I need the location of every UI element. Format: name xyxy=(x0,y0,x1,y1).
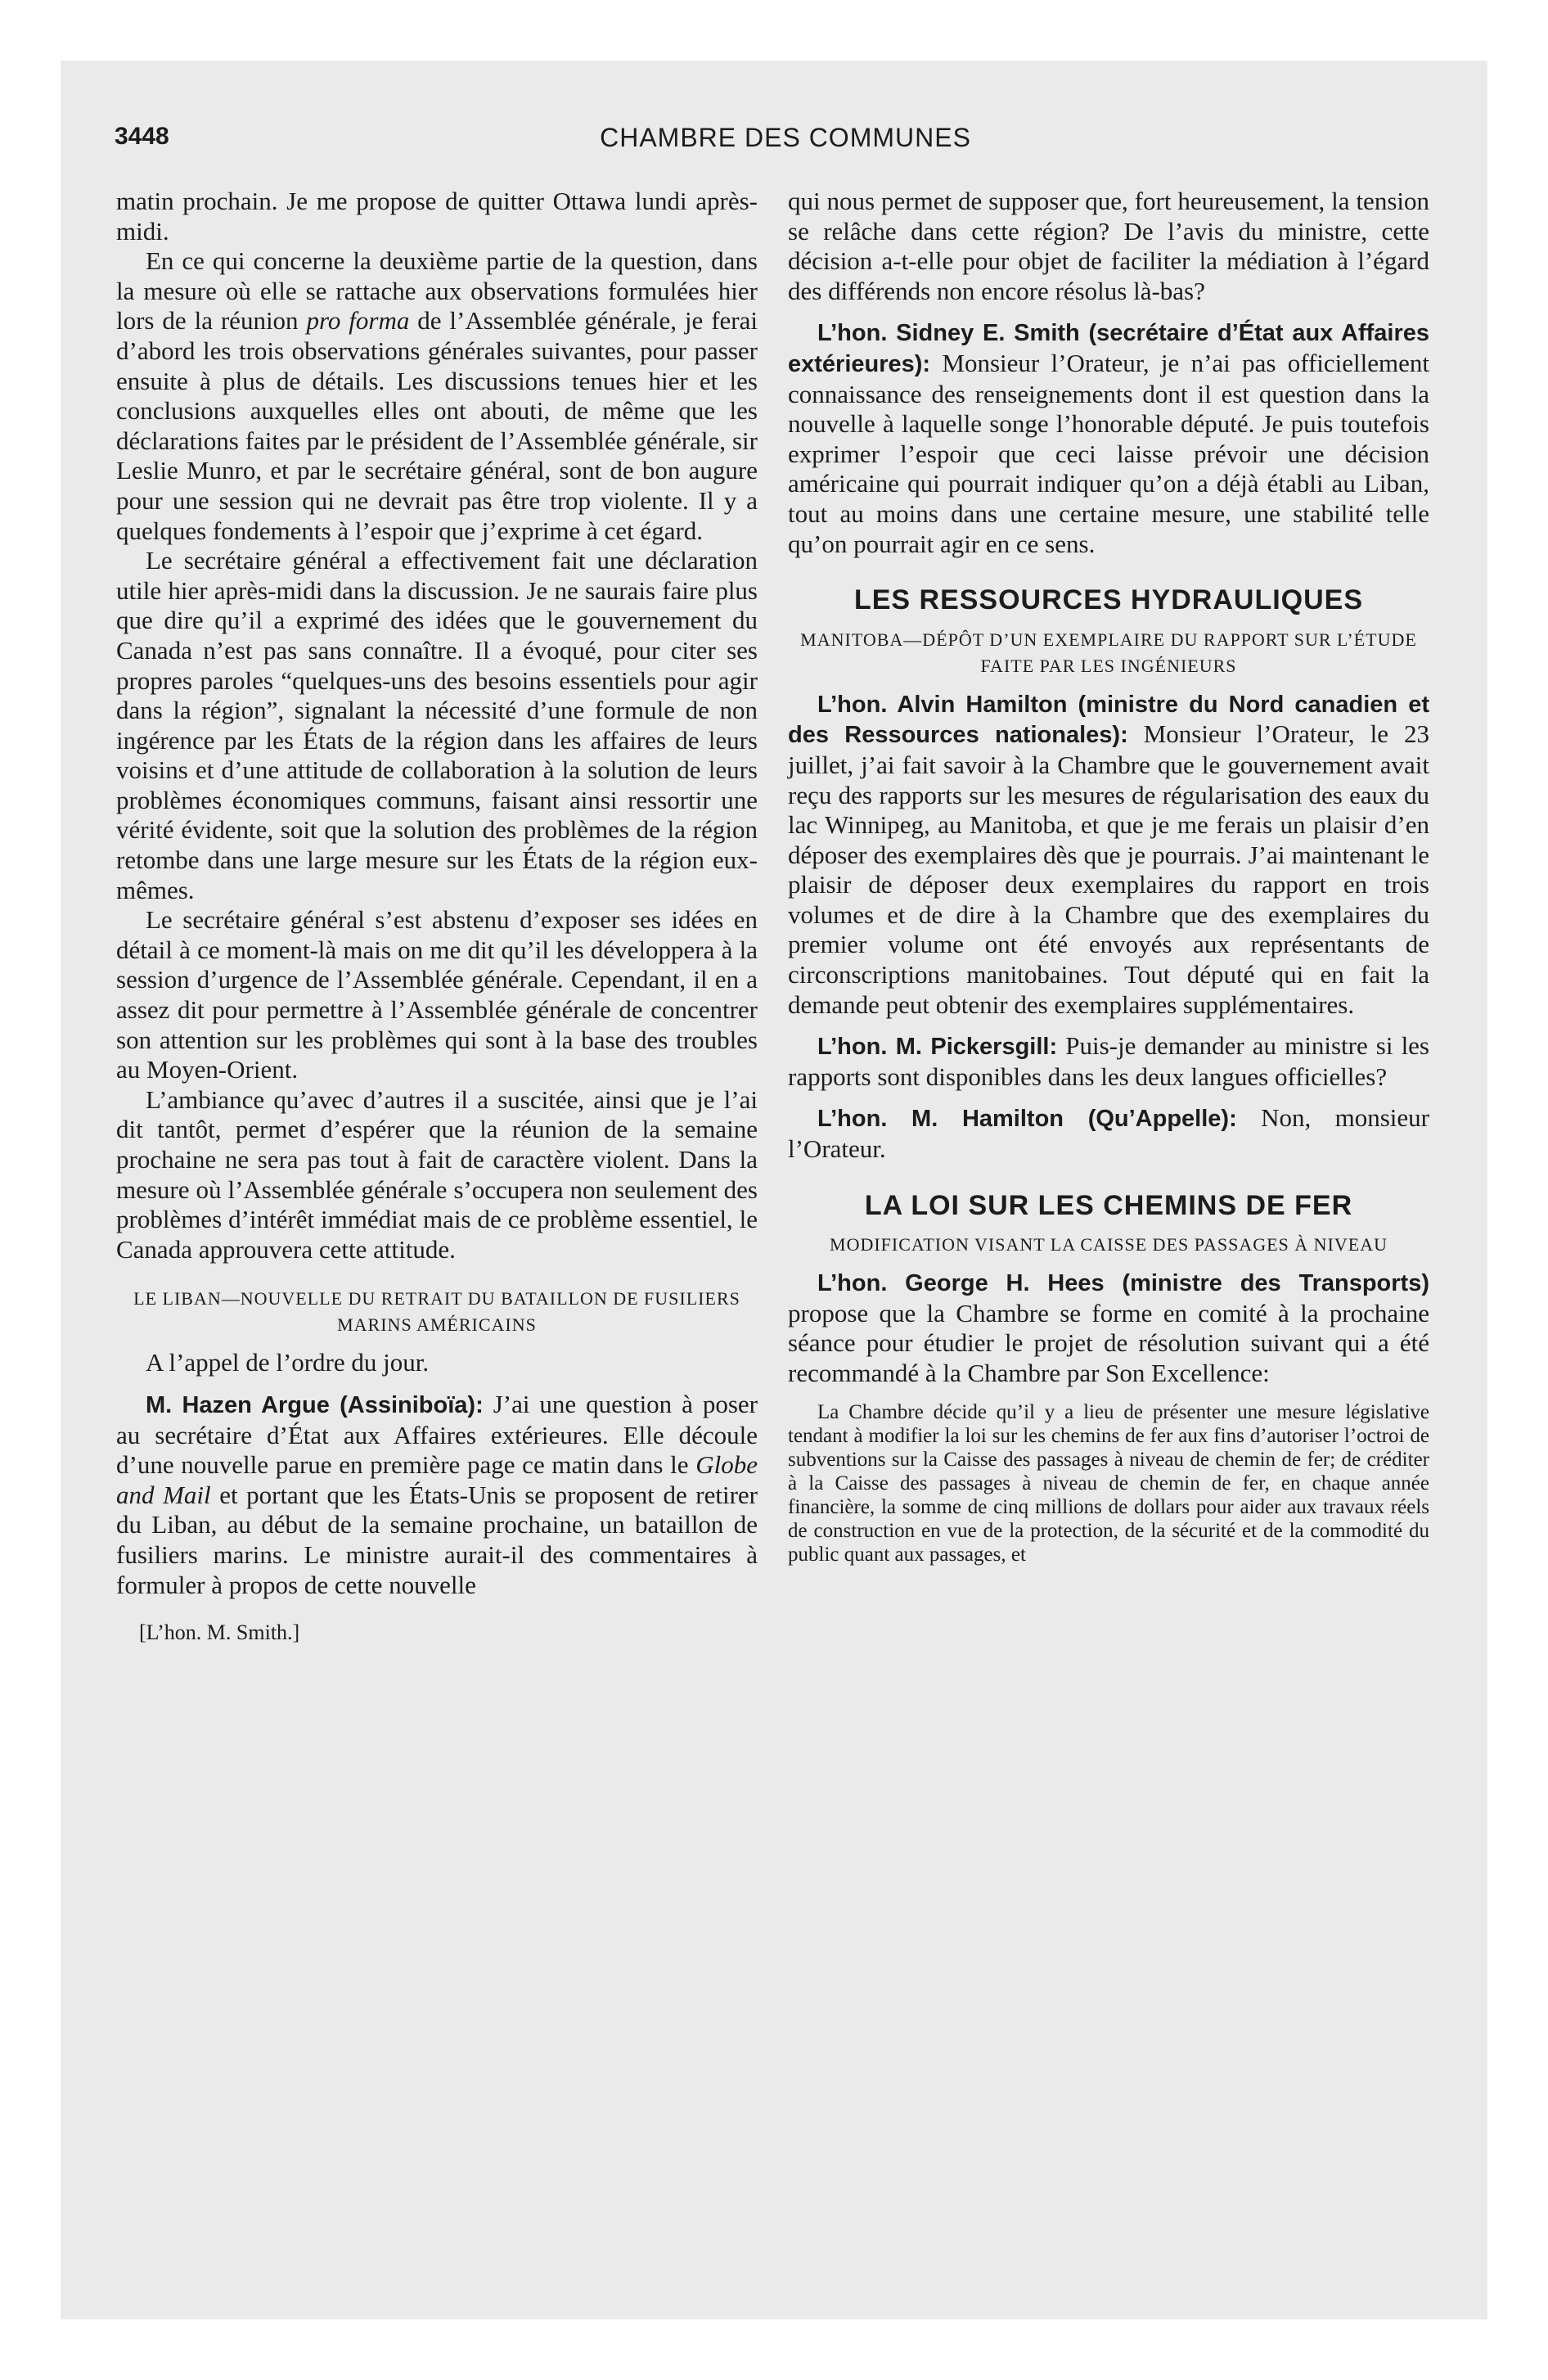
paragraph: Le secrétaire général a effectivement fait une déclaration utile hier après-midi dans la discussion. Je ne saurais faire plus que dire qu’il a exprimé des idées que le gouvernement du Canada n’est pas sans connaître. Il a évoqué, pour citer ses propres paroles “quelques-uns des besoins essentiels pour agir dans la région”, signalant la nécessité d’une formule de non ingérence par les États de la région dans les affaires de leurs voisins et d’une attitude de collaboration à la solution de leurs problèmes économiques communs, faisant ainsi ressortir une vérité évidente, soit que la solution des problèmes de la région retombe dans une large mesure sur les États de la région eux-mêmes. xyxy=(116,546,758,904)
resolution-text: La Chambre décide qu’il y a lieu de présenter une mesure législative tendant à modifier la loi sur les chemins de fer aux fins d’autoriser l’octroi de subventions sur la Caisse des passages à niveau de chemin de fer; de créditer à la Caisse des passages à niveau de chemin de fer, en chaque année financière, la somme de cinq millions de dollars pour aider aux travaux réels de construction en vue de la protection, de la sécurité et de la commodité du public quant aux passages, et xyxy=(788,1400,1429,1566)
text-run: et portant que les États-Unis se proposent de retirer du Liban, au début de la semaine prochaine, un bataillon de fusiliers marins. Le ministre aurait-il des commentaires à formuler à propos de cette nouvelle xyxy=(116,1480,758,1599)
text-run: propose que la Chambre se forme en comité à la prochaine séance pour étudier le projet de résolution suivant qui a été recommandé à la Chambre par Son Excellence: xyxy=(788,1298,1429,1387)
section-subheading: LE LIBAN—NOUVELLE DU RETRAIT DU BATAILLON DE FUSILIERS MARINS AMÉRICAINS xyxy=(133,1288,740,1336)
page-header xyxy=(115,123,1456,164)
text-run: J’ai une question à poser au secrétaire d’État aux Affaires extérieures. Elle découle d’une nouvelle parue en première page ce matin dans le xyxy=(116,1389,758,1480)
text-run: Monsieur l’Orateur, le 23 juillet, j’ai fait savoir à la Chambre que le gouvernement avait reçu des rapports sur les mesures de régularisation des eaux du lac Winnipeg, au Manitoba, et que je me ferais un plaisir d’en déposer des exemplaires dès que je pourrais. J’ai maintenant le plaisir de déposer deux exemplaires du rapport en trois volumes et de dire à la Chambre que des exemplaires du premier volume ont été envoyés aux représentants de circonscriptions manitobaines. Tout député qui en fait la demande peut obtenir des exemplaires supplémentaires. xyxy=(788,719,1429,1019)
paragraph: matin prochain. Je me propose de quitter Ottawa lundi après-midi. xyxy=(116,187,758,246)
paragraph xyxy=(788,1103,1429,1164)
paragraph: A l’appel de l’ordre du jour. xyxy=(146,1348,430,1377)
section-subheading: MANITOBA—DÉPÔT D’UN EXEMPLAIRE DU RAPPORT SUR L’ÉTUDE FAITE PAR LES INGÉNIEURS xyxy=(800,629,1417,676)
paragraph: Le secrétaire général s’est abstenu d’exposer ses idées en détail à ce moment-là mais on me dit qu’il les développera à la session d’urgence de l’Assemblée générale. Cependant, il en a assez dit pour permettre à l’Assemblée générale de concentrer son attention sur les problèmes qui sont à la base des troubles au Moyen-Orient. xyxy=(116,905,758,1084)
paragraph xyxy=(788,689,1429,1021)
paragraph xyxy=(788,1031,1429,1092)
left-column xyxy=(116,187,758,1648)
latin-phrase: pro forma xyxy=(306,306,410,336)
speaker-name: L’hon. George H. Hees (ministre des Transports) xyxy=(817,1270,1429,1297)
page-number: 3448 xyxy=(115,123,169,150)
speaker-name: L’hon. Alvin Hamilton (ministre du Nord canadien et des Ressources nationales): xyxy=(788,691,1429,749)
newspaper-title: Globe and Mail xyxy=(116,1450,758,1509)
speaker-name: L’hon. M. Hamilton (Qu’Appelle): xyxy=(817,1106,1237,1133)
right-column xyxy=(788,187,1429,1566)
footer-reference: [L’hon. M. Smith.] xyxy=(139,1620,300,1645)
section-heading: LA LOI SUR LES CHEMINS DE FER xyxy=(864,1189,1353,1221)
speaker-name: L’hon. Sidney E. Smith (secrétaire d’État aux Affaires extérieures): xyxy=(788,320,1429,377)
speaker-name: L’hon. M. Pickersgill: xyxy=(817,1034,1058,1061)
text-run: Non, monsieur l’Orateur. xyxy=(788,1103,1429,1164)
paragraph: L’ambiance qu’avec d’autres il a suscitée, ainsi que je l’ai dit tantôt, permet d’espérer que la réunion de la semaine prochaine ne sera pas tout à fait de caractère violent. Dans la mesure où l’Assemblée générale s’occupera non seulement des problèmes d’intérêt immédiat mais de ce problème essentiel, le Canada approuvera cette attitude. xyxy=(116,1084,758,1264)
text-run: Puis-je demander au ministre si les rapports sont disponibles dans les deux langues officielles? xyxy=(788,1031,1429,1091)
paragraph xyxy=(116,246,758,546)
paragraph xyxy=(788,1268,1429,1388)
page-title: CHAMBRE DES COMMUNES xyxy=(600,123,971,152)
section-heading: LES RESSOURCES HYDRAULIQUES xyxy=(853,584,1364,616)
text-run: de l’Assemblée générale, je ferai d’abord les trois observations générales suivantes, pour passer ensuite à plus de détails. Les discussions tenues hier et les conclusions auxquelles elles ont abouti, de même que les déclarations faites par le président de l’Assemblée générale, sir Leslie Munro, et par le secrétaire général, sont de bon augure pour une session qui ne devrait pas être trop violente. Il y a quelques fondements à l’espoir que j’exprime à cet égard. xyxy=(116,306,758,545)
text-run: En ce qui concerne la deuxième partie de la question, dans la mesure où elle se rattache aux observations formulées hier lors de la réunion xyxy=(116,246,758,336)
speaker-name: M. Hazen Argue (Assiniboïa): xyxy=(146,1391,484,1418)
section-subheading: MODIFICATION VISANT LA CAISSE DES PASSAGES À NIVEAU xyxy=(830,1234,1388,1255)
paragraph: qui nous permet de supposer que, fort heureusement, la tension se relâche dans cette région? De l’avis du ministre, cette décision a-t-elle pour objet de faciliter la médiation à l’égard des différends non encore résolus là-bas? xyxy=(788,187,1429,305)
text-run: Monsieur l’Orateur, je n’ai pas officiellement connaissance des renseignements dont il est question dans la nouvelle à laquelle songe l’honorable député. Je puis toutefois exprimer l’espoir que ceci laisse prévoir une décision américaine qui pourrait indiquer qu’on a déjà établi au Liban, tout au moins dans une certaine mesure, une stabilité telle qu’on pourrait agir en ce sens. xyxy=(788,348,1429,558)
paragraph xyxy=(116,1390,758,1600)
paragraph xyxy=(788,318,1429,559)
